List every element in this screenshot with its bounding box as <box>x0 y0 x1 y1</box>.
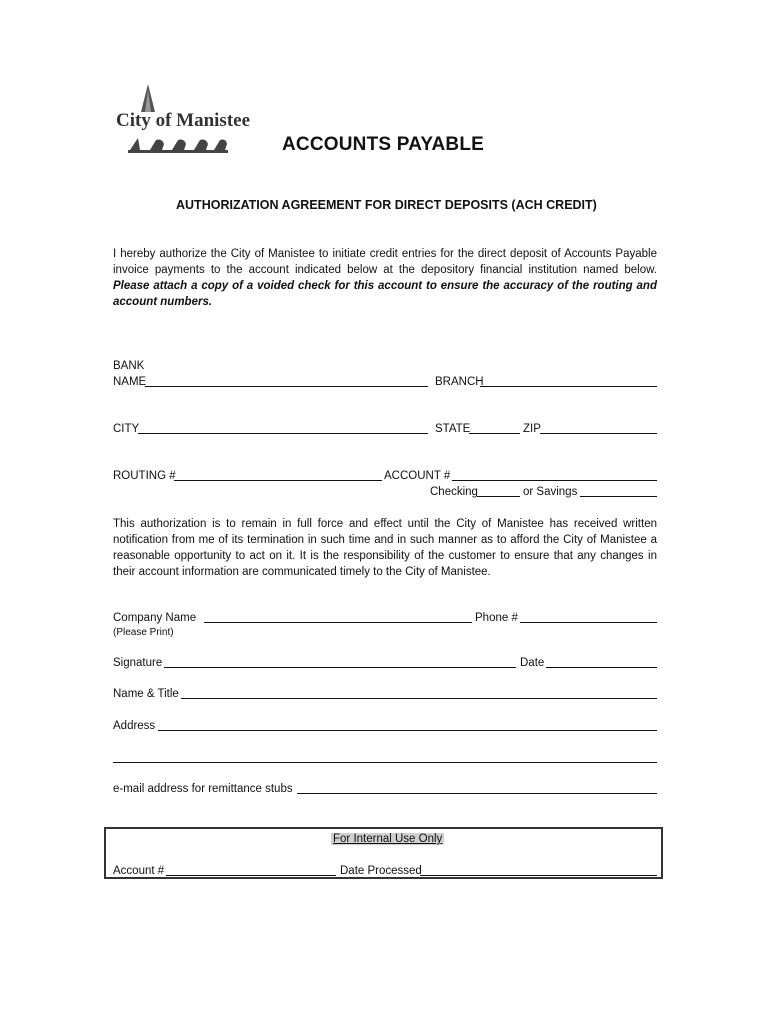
state-label: STATE <box>435 423 471 435</box>
authorization-line-1: This authorization is to remain in full force and effect until the City of Manistee has received written <box>113 518 657 530</box>
date-field[interactable] <box>546 667 657 668</box>
intro-line-4: account numbers. <box>113 296 213 308</box>
account-label: ACCOUNT # <box>384 470 451 482</box>
zip-field[interactable] <box>540 433 657 434</box>
authorization-paragraph <box>113 516 657 580</box>
please-print-note: (Please Print) <box>113 627 174 638</box>
intro-line-2: invoice payments to the account indicated below at the depository financial institution named below. <box>113 264 657 276</box>
form-subtitle: AUTHORIZATION AGREEMENT FOR DIRECT DEPOSITS (ACH CREDIT) <box>176 198 597 212</box>
phone-label: Phone # <box>475 612 518 624</box>
savings-label: or Savings <box>523 486 578 498</box>
date-label: Date <box>520 657 545 669</box>
routing-label: ROUTING # <box>113 470 176 482</box>
branch-label: BRANCH <box>435 376 484 388</box>
bank-label: BANK <box>113 360 145 372</box>
phone-field[interactable] <box>520 622 657 623</box>
manistee-lighthouse-icon <box>140 84 156 112</box>
manistee-waves-icon <box>128 134 228 154</box>
account-field[interactable] <box>452 480 657 481</box>
email-label: e-mail address for remittance stubs <box>113 783 293 795</box>
date-processed-label: Date Processed <box>340 865 422 877</box>
intro-paragraph <box>113 246 657 310</box>
authorization-line-4: their account information are communicated timely to the City of Manistee. <box>113 566 491 578</box>
checking-label: Checking <box>430 486 478 498</box>
name-title-field[interactable] <box>181 698 657 699</box>
logo-text: City of Manistee <box>116 110 251 131</box>
routing-field[interactable] <box>174 480 382 481</box>
savings-field[interactable] <box>580 496 657 497</box>
intro-line-1: I hereby authorize the City of Manistee to initiate credit entries for the direct deposit of Accounts Payable <box>113 248 657 260</box>
address-field[interactable] <box>158 730 657 731</box>
city-field[interactable] <box>138 433 428 434</box>
signature-label: Signature <box>113 657 163 669</box>
signature-field[interactable] <box>164 667 516 668</box>
email-field[interactable] <box>297 793 657 794</box>
intro-line-3: Please attach a copy of a voided check for this account to ensure the accuracy of the routing and <box>113 280 657 292</box>
state-field[interactable] <box>469 433 520 434</box>
bank-name-field[interactable] <box>145 386 428 387</box>
company-name-field[interactable] <box>204 622 472 623</box>
company-name-label: Company Name <box>113 612 197 624</box>
internal-use-title-text: For Internal Use Only <box>333 833 443 845</box>
internal-account-field[interactable] <box>166 875 336 876</box>
authorization-line-2: notification from me of its termination in such time and in such manner as to afford the City of Manistee a <box>113 534 657 546</box>
date-processed-field[interactable] <box>420 875 657 876</box>
bank-name-label: NAME <box>113 376 147 388</box>
city-label: CITY <box>113 423 140 435</box>
name-title-label: Name & Title <box>113 688 179 700</box>
page-title: ACCOUNTS PAYABLE <box>282 134 485 155</box>
branch-field[interactable] <box>480 386 657 387</box>
internal-use-title <box>331 831 444 847</box>
internal-account-label: Account # <box>113 865 165 877</box>
city-logo <box>116 84 266 156</box>
authorization-line-3: reasonable opportunity to act on it. It is the responsibility of the customer to ensure that any changes in <box>113 550 657 562</box>
address-label: Address <box>113 720 156 732</box>
checking-field[interactable] <box>477 496 520 497</box>
zip-label: ZIP <box>523 423 541 435</box>
address-field-line-2[interactable] <box>113 762 657 763</box>
